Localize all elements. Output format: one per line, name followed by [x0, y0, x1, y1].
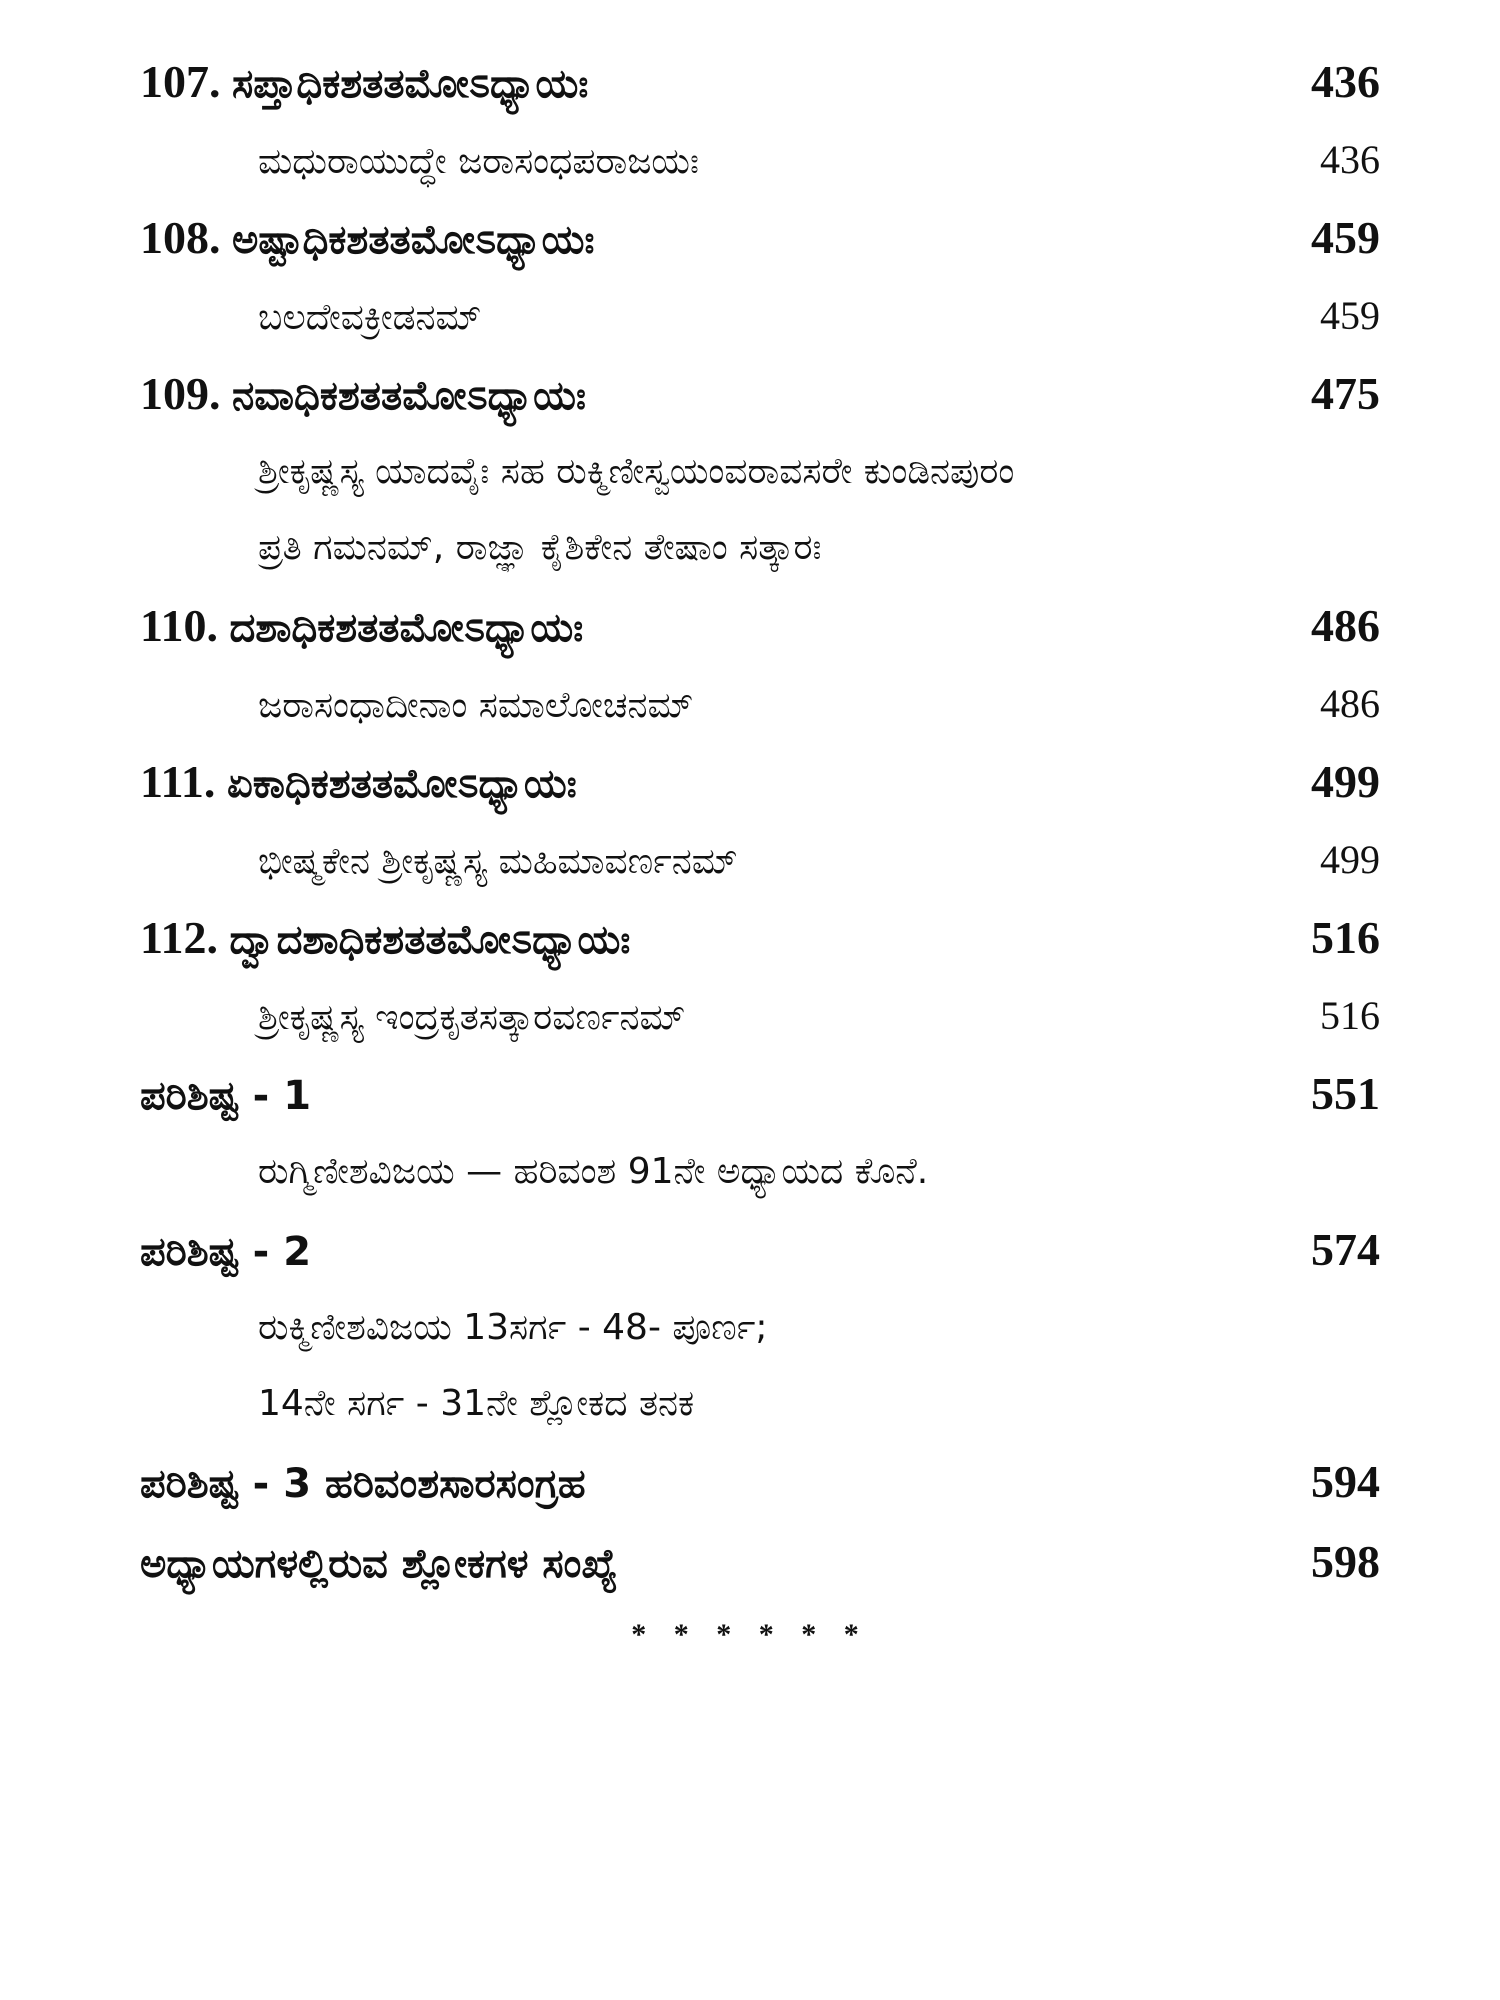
- entry-number: 107.: [140, 56, 221, 107]
- subentry-page-number: 459: [1320, 293, 1380, 338]
- entry-title: ಪರಿಶಿಷ್ಟ - 3 ಹರಿವಂಶಸಾರಸಂಗ್ರಹ: [140, 1461, 586, 1507]
- toc-entry-appendix-2: [140, 1210, 1380, 1290]
- toc-subentry: [140, 122, 1380, 198]
- entry-title: ಅಧ್ಯಾಯಗಳಲ್ಲಿರುವ ಶ್ಲೋಕಗಳ ಸಂಖ್ಯೆ: [140, 1541, 618, 1587]
- entry-number: 111.: [140, 756, 216, 807]
- entry-number: 109.: [140, 368, 221, 419]
- subentry-text: ರುಗ್ಮಿಣೀಶವಿಜಯ — ಹರಿವಂಶ 91ನೇ ಅಧ್ಯಾಯದ ಕೊನೆ.: [258, 1151, 929, 1192]
- entry-page-number: 574: [1311, 1224, 1380, 1275]
- entry-title: ಅಷ್ಟಾಧಿಕಶತತಮೋಽಧ್ಯಾಯಃ: [232, 217, 595, 263]
- entry-title: ಸಪ್ತಾಧಿಕಶತತಮೋಽಧ್ಯಾಯಃ: [232, 61, 589, 107]
- toc-entry-107: [140, 42, 1380, 122]
- subentry-text: ಶ್ರೀಕೃಷ್ಣಸ್ಯ ಯಾದವೈಃ ಸಹ ರುಕ್ಮಿಣೀಸ್ವಯಂವರಾವಸರೇ ಕುಂಡಿನಪುರಂ: [258, 451, 1015, 492]
- toc-entry-appendix-1: [140, 1054, 1380, 1134]
- entry-title: ದ್ವಾದಶಾಧಿಕಶತತಮೋಽಧ್ಯಾಯಃ: [229, 917, 631, 963]
- subentry-page-number: 499: [1320, 837, 1380, 882]
- subentry-text: ಮಧುರಾಯುದ್ಧೇ ಜರಾಸಂಧಪರಾಜಯಃ: [258, 141, 699, 182]
- entry-page-number: 551: [1311, 1068, 1380, 1119]
- subentry-text: ಜರಾಸಂಧಾದೀನಾಂ ಸಮಾಲೋಚನಮ್: [258, 685, 694, 726]
- toc-subentry: [140, 666, 1380, 742]
- entry-page-number: 475: [1311, 368, 1380, 419]
- subentry-text: ಭೀಷ್ಮಕೇನ ಶ್ರೀಕೃಷ್ಣಸ್ಯ ಮಹಿಮಾವರ್ಣನಮ್: [258, 841, 738, 882]
- toc-subentry: [140, 278, 1380, 354]
- toc-entry-111: [140, 742, 1380, 822]
- subentry-text: ಬಲದೇವಕ್ರೀಡನಮ್: [258, 297, 482, 338]
- subentry-text: ರುಕ್ಮಿಣೀಶವಿಜಯ 13ಸರ್ಗ - 48- ಪೂರ್ಣ;: [258, 1307, 768, 1348]
- subentry-page-number: 436: [1320, 137, 1380, 182]
- entry-number: 110.: [140, 600, 218, 651]
- toc-entry-108: [140, 198, 1380, 278]
- toc-entry-110: [140, 586, 1380, 666]
- entry-page-number: 598: [1311, 1536, 1380, 1587]
- toc-entry-verse-count: [140, 1522, 1380, 1602]
- entry-title: ನವಾಧಿಕಶತತಮೋಽಧ್ಯಾಯಃ: [232, 373, 586, 419]
- toc-entry-109: [140, 354, 1380, 434]
- entry-page-number: 459: [1311, 212, 1380, 263]
- subentry-text: 14ನೇ ಸರ್ಗ - 31ನೇ ಶ್ಲೋಕದ ತನಕ: [258, 1383, 695, 1424]
- entry-title: ಪರಿಶಿಷ್ಟ - 1: [140, 1073, 312, 1119]
- subentry-text: ಪ್ರತಿ ಗಮನಮ್, ರಾಜ್ಞಾ ಕೈಶಿಕೇನ ತೇಷಾಂ ಸತ್ಕಾರಃ: [258, 527, 822, 568]
- entry-title: ದಶಾಧಿಕಶತತಮೋಽಧ್ಯಾಯಃ: [229, 605, 584, 651]
- entry-page-number: 594: [1311, 1456, 1380, 1507]
- subentry-text: ಶ್ರೀಕೃಷ್ಣಸ್ಯ ಇಂದ್ರಕೃತಸತ್ಕಾರವರ್ಣನಮ್: [258, 997, 686, 1038]
- entry-page-number: 486: [1311, 600, 1380, 651]
- entry-page-number: 499: [1311, 756, 1380, 807]
- entry-title: ಪರಿಶಿಷ್ಟ - 2: [140, 1229, 312, 1275]
- entry-number: 108.: [140, 212, 221, 263]
- entry-title: ಏಕಾಧಿಕಶತತಮೋಽಧ್ಯಾಯಃ: [226, 761, 577, 807]
- subentry-page-number: 486: [1320, 681, 1380, 726]
- toc-subentry: [140, 978, 1380, 1054]
- toc-subentry: [140, 822, 1380, 898]
- entry-number: 112.: [140, 912, 218, 963]
- entry-page-number: 436: [1311, 56, 1380, 107]
- subentry-page-number: 516: [1320, 993, 1380, 1038]
- toc-entry-appendix-3: [140, 1442, 1380, 1522]
- table-of-contents: [140, 42, 1380, 1602]
- end-of-list-asterisks: * * * * * *: [631, 1618, 869, 1651]
- toc-entry-112: [140, 898, 1380, 978]
- entry-page-number: 516: [1311, 912, 1380, 963]
